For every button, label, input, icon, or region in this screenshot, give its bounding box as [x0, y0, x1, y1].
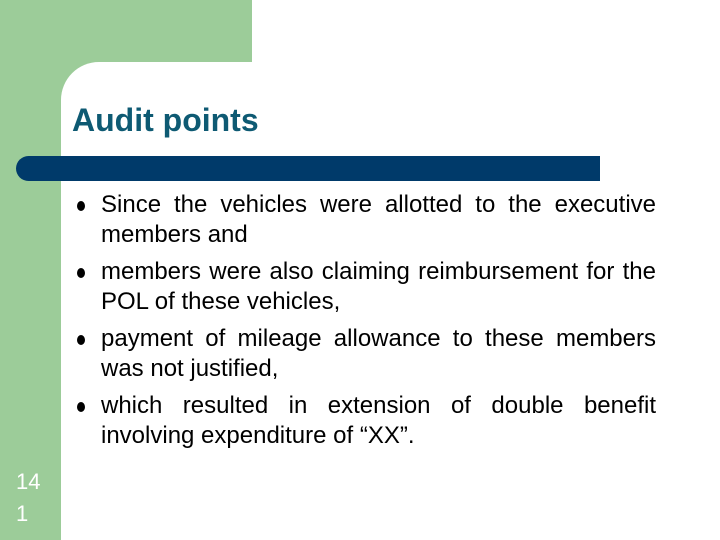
bullet-dot-icon	[77, 335, 85, 345]
bullet-dot-icon	[77, 201, 85, 211]
page-number	[16, 466, 56, 530]
bullet-text: members were also claiming reimbursement for the POL of these vehicles,	[101, 258, 656, 315]
title-underline-bar	[16, 156, 600, 181]
bullet-item-3	[70, 324, 656, 384]
bullet-text: Since the vehicles were allotted to the executive members and	[101, 191, 656, 248]
bullet-text: payment of mileage allowance to these members was not justified,	[101, 325, 656, 382]
bullet-dot-icon	[77, 268, 85, 278]
green-left-band	[0, 0, 61, 540]
slide-title: Audit points	[72, 102, 259, 138]
page-number-line-1: 14	[16, 469, 41, 494]
bullet-text: which resulted in extension of double benefit involving expenditure of “XX”.	[101, 392, 656, 449]
bullet-item-4	[70, 391, 656, 451]
bullet-list	[70, 190, 656, 458]
page-number-line-2: 1	[16, 501, 29, 526]
bullet-item-1	[70, 190, 656, 250]
bullet-dot-icon	[77, 402, 85, 412]
bullet-item-2	[70, 257, 656, 317]
